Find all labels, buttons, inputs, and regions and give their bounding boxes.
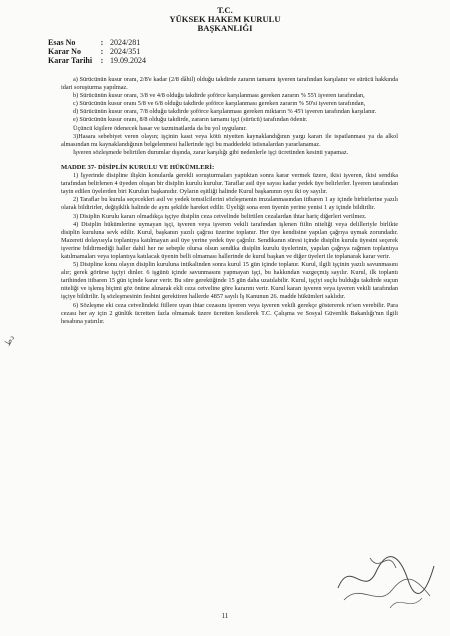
section-paragraph-1: 1) İşyerinde disipline ilişkin konularda gerekli soruşturmaları yaptıktan sonra karar vermek üzere, ikisi işveren, ikisi sendika tarafından belirlenen 4 üyeden oluşan bir disiplin kurulu kurulur. Taraflar asil üye sayısı kadar yedek üye belirlerler. İşveren tarafından tayin edilen üyelerden biri Kurulun başkanıdır. Oyların eşitliği halinde Kurul başkanının oyu iki oy sayılır.: [61, 172, 398, 196]
section-paragraph-3: 3) Disiplin Kurulu kararı olmadıkça işçiye disiplin ceza cetvelinde belirtilen cezalardan ihtar hariç diğerleri verilmez.: [73, 212, 367, 220]
section-paragraph-5: 5) Disipline konu olayın disiplin kuruluna intikalinden sonra kurul 15 gün içinde toplanır. Kurul, ilgili işçinin yazılı savunmasını alır; gerek görürse işçiyi dinler. 6 işgünü içinde savunmasını yapmayan işçi, bu hakkından vazgeçmiş sayılır. Kurul, ilk toplantı tarihinden itibaren 15 gün içinde karar verir. Bu süre gerektiğinde 15 gün daha uzatılabilir. Kurul, işçiyi suçlu bulduğu takdirde suçun niteliği ve işlenış biçimi göz önüne alınarak ekli ceza cetveline göre kararını verir. Kurul kararı işveren veya işveren vekili tarafından işçiye bildirilir. İş sözleşmesinin feshini gerektiren hallerde 4857 sayılı İş Kanunun 26. madde hükümleri saklıdır.: [61, 261, 398, 301]
header-court: YÜKSEK HAKEM KURULU: [169, 14, 281, 24]
colon: :: [100, 47, 104, 57]
document-body: [61, 76, 398, 326]
paragraph-c: c) Sürücünün kusur oranı 5/8 ve 6/8 olduğu takdirde şoförce karşılanması gereken zararın % 50'si işveren tarafından,: [73, 100, 366, 108]
section-paragraph-6: 6) Sözleşme eki ceza cetvelindeki fiillere uyan ihtar cezasını işveren veya işveren vekili gerekçe göstererek re'sen verebilir. Para cezası her ay için 2 günlük ücretten fazla olmamak üzere ücretten kesilerek T.C. Çalışma ve Sosyal Güvenlik Bakanlığı'nın ilgili hesabına yatırılır.: [61, 301, 398, 325]
paragraph-deduction: İşveren sözleşmede belirtilen durumlar dışında, zarar karşılığı gibi nedenlerle işçi ücretinden kesinti yapamaz.: [73, 148, 349, 156]
section-paragraph-4: 4) Disiplin hükümlerine uymayan işçi, işveren veya işveren vekili tarafından işlenen fiilin niteliği veya delilleriyle birlikte disiplin kuruluna sevk edilir. Kurul, başkanın yazılı çağrısı üzerine toplanır. Her üye kendisine yapılan çağrıya uymak zorundadır. Mazereti dolayısıyla toplantıya katılmayan asil üye yerine yedek üye çağrılır. Sendikanın süresi içinde disiplin kurulu üyesini seçerek işverine bildirmediği haller dahil her ne sebeple olursa olsun sendika disiplin kurulu üyelerinin, yapılan çağrıya rağmen toplantıya katılmamaları veya toplantıya katılacak üyenin belli olmaması hallerinde de kurul başkan ve diğer üyeleri ile toplanarak karar verir.: [61, 220, 398, 260]
paragraph-e: e) Sürücünün kusur oranı, 8/8 olduğu takdirde, zararın tamamı işçi (sürücü) tarafından ödenir.: [73, 116, 308, 124]
header-presidency: BAŞKANLIĞI: [197, 23, 253, 33]
paragraph-third-parties: Üçüncü kişilere ödenecek hasar ve tazminatlarda da bu yol uygulanır.: [73, 124, 247, 132]
header-tc: T.C.: [217, 5, 233, 15]
case-meta: [48, 38, 146, 66]
paragraph-3: 3)Hasara sebebiyet veren olayın; işçinin kasıt veya kötü niyetten kaynaklandığının yargı kararı ile ispatlanması ya da alkol almasından mı kaynaklandığının belgelenmesi hallerinde işçi bu maddedeki istisnalardan yararlanamaz.: [61, 132, 398, 148]
tarih-row: [48, 56, 146, 65]
karar-value: 2024/351: [110, 47, 141, 57]
colon: :: [100, 38, 104, 47]
esas-label: Esas No: [48, 38, 76, 47]
karar-label: Karar No: [48, 47, 81, 57]
paragraph-b: b) Sürücünün kusur oranı, 3/8 ve 4/8 olduğu takdirde şoförce karşılanması gereken zararın % 55'i işveren tarafından,: [73, 92, 365, 100]
paragraph-a: a) Sürücünün kusur oranı, 2/8'e kadar (2/8 dâhil) olduğu takdirde zararın tamamı işveren tarafından karşılanır ve sürücü hakkında idari soruşturma yapılmaz.: [61, 76, 398, 92]
karar-row: [48, 47, 146, 56]
margin-handwritten-mark: دط: [2, 333, 17, 348]
paragraph-d: d) Sürücünün kusur oranı, 7/8 olduğu takdirde şoförce karşılanması gereken miktarın % 45'i işveren tarafından karşılanır.: [73, 108, 377, 116]
tarih-label: Karar Tarihi: [48, 56, 93, 66]
tarih-value: 19.09.2024: [110, 56, 146, 66]
page-number: 11: [221, 612, 229, 620]
spacer: [61, 157, 398, 164]
signature-stamp-icon: [330, 538, 440, 616]
section-paragraph-2: 2) Taraflar bu kurula seçecekleri asil ve yedek temsilcilerini sözleşmenin imzalanmasından itibaren 1 ay içinde birbirlerine yazılı olarak bildirirler, değişiklik halinde de aynı şekilde hareket edilir. Üyeliği sona eren üyenin yerine yenisi 1 ay içinde bildirilir.: [61, 196, 398, 212]
esas-row: [48, 38, 146, 47]
section-title: MADDE 37- DİSİPLİN KURULU VE HÜKÜMLERİ:: [61, 163, 215, 171]
esas-value: 2024/281: [110, 38, 141, 47]
colon: :: [100, 56, 104, 66]
